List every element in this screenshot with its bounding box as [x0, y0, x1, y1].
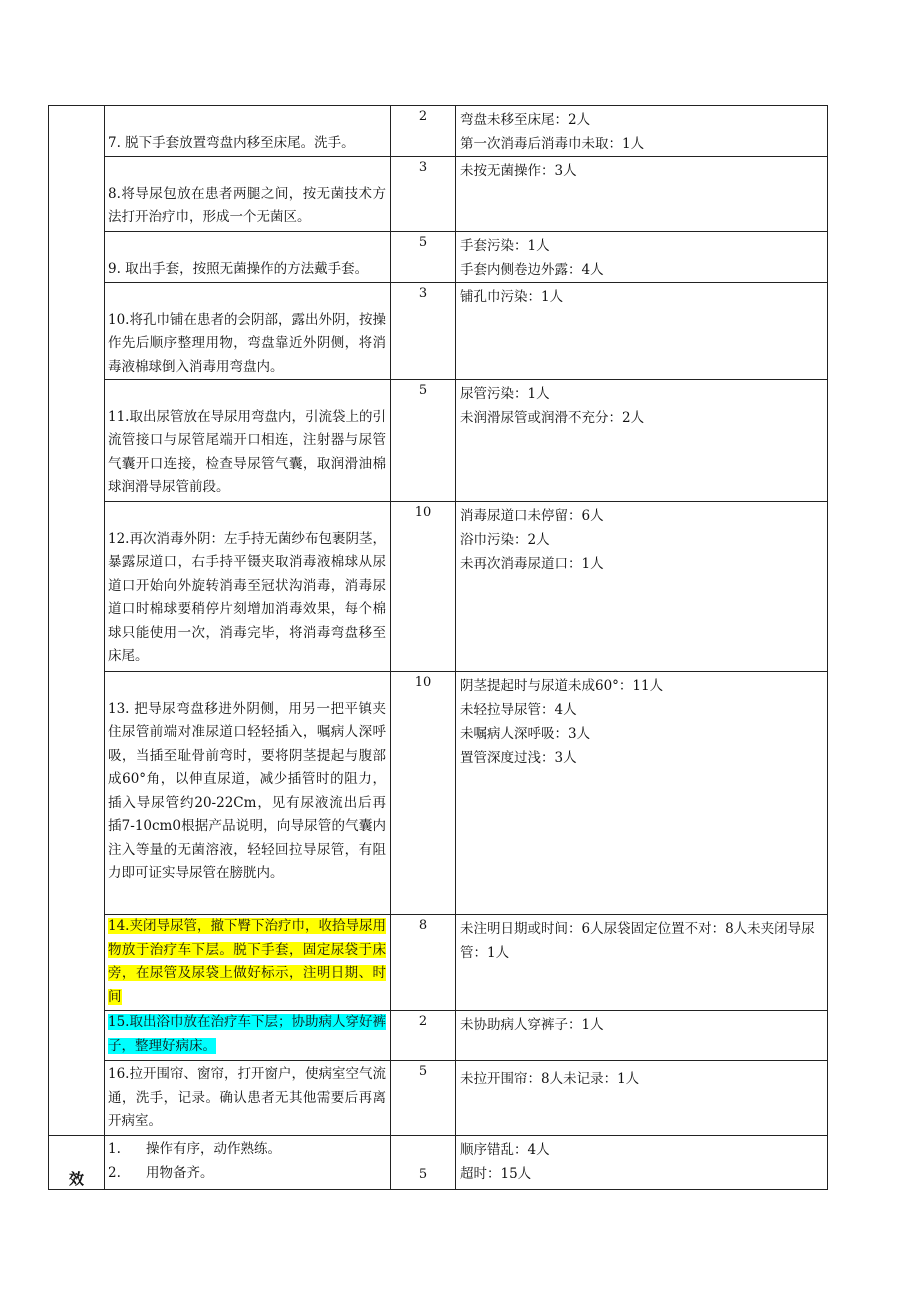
error-line: 铺孔巾污染：1人 [460, 289, 564, 305]
step-text: 9. 取出手套，按照无菌操作的方法戴手套。 [108, 260, 369, 277]
score-value: 5 [418, 1064, 428, 1079]
score-cell [391, 380, 456, 502]
error-cell [456, 232, 828, 283]
table-row [49, 232, 828, 283]
score-value: 3 [418, 160, 428, 175]
list-number: 2. [108, 1164, 121, 1181]
step-text: 10.将孔巾铺在患者的会阴部，露出外阴，按操作先后顺序整理用物，弯盘靠近外阴侧，将消毒液棉球倒入消毒用弯盘内。 [108, 311, 386, 375]
step-text-highlighted: 15.取出浴巾放在治疗车下层；协助病人穿好裤子，整理好病床。 [108, 1014, 386, 1054]
step-text: 13. 把导尿弯盘移进外阴侧，用另一把平镇夹住尿管前端对准尿道口轻轻插入，嘱病人深呼吸，当插至耻骨前弯时，要将阴茎提起与腹部成60°角，以伸直尿道，减少插管时的阻力，插入导尿管约20-22Cm，见有尿液流出后再插7-10cm0根据产品说明，向导尿管的气囊内注入等量的无菌溶液，轻轻回拉导尿管，有阻力即可证实导尿管在膀胱内。 [108, 700, 386, 881]
error-line: 手套内侧卷边外露：4人 [460, 262, 604, 278]
list-text: 用物备齐。 [146, 1164, 214, 1181]
error-line: 尿管污染：1人 [460, 386, 550, 402]
score-cell [391, 1011, 456, 1061]
error-cell [456, 283, 828, 380]
category-cell [49, 106, 105, 1136]
error-line: 第一次消毒后消毒巾未取：1人 [460, 136, 645, 152]
step-cell [105, 157, 391, 232]
error-line: 阴茎提起时与尿道未成60°：11人 [460, 678, 664, 694]
error-line: 弯盘未移至床尾：2人 [460, 112, 591, 128]
step-cell [105, 1136, 391, 1190]
error-line: 顺序错乱：4人 [460, 1142, 550, 1158]
score-cell [391, 106, 456, 157]
step-text: 12.再次消毒外阴：左手持无菌纱布包裹阴茎，暴露尿道口，右手持平镊夹取消毒液棉球从尿道口开始向外旋转消毒至冠状沟消毒，消毒尿道口时棉球要稍停片刻增加消毒效果，每个棉球只能使用一次，消毒完毕，将消毒弯盘移至床尾。 [108, 530, 386, 664]
step-cell [105, 106, 391, 157]
list-text: 操作有序，动作熟练。 [146, 1141, 281, 1157]
error-line: 消毒尿道口未停留：6人 [460, 508, 604, 524]
error-cell [456, 157, 828, 232]
score-cell [391, 672, 456, 915]
list-item [108, 1162, 386, 1186]
error-line: 未协助病人穿裤子：1人 [460, 1017, 604, 1033]
step-cell [105, 1061, 391, 1136]
score-cell [391, 502, 456, 672]
score-cell [391, 232, 456, 283]
error-line: 手套污染：1人 [460, 238, 550, 254]
error-cell [456, 106, 828, 157]
step-cell [105, 672, 391, 915]
table-row-effect [49, 1136, 828, 1190]
error-line: 超时：15人 [460, 1166, 532, 1182]
step-cell [105, 502, 391, 672]
score-cell [391, 1061, 456, 1136]
score-value: 10 [414, 505, 432, 520]
error-line: 未嘱病人深呼吸：3人 [460, 726, 591, 742]
list-item [108, 1138, 386, 1162]
step-cell [105, 380, 391, 502]
error-line: 浴巾污染：2人 [460, 532, 550, 548]
error-cell [456, 380, 828, 502]
step-cell [105, 915, 391, 1011]
list-number: 1. [108, 1141, 121, 1157]
table-row [49, 106, 828, 157]
table-row [49, 1061, 828, 1136]
step-text: 8.将导尿包放在患者两腿之间，按无菌技术方法打开治疗巾，形成一个无菌区。 [108, 185, 386, 225]
score-value: 5 [418, 1167, 428, 1182]
error-line: 未再次消毒尿道口：1人 [460, 556, 604, 572]
error-line: 未注明日期或时间：6人尿袋固定位置不对：8人未夹闭导尿管：1人 [460, 921, 815, 961]
table-row [49, 283, 828, 380]
step-text: 11.取出尿管放在导尿用弯盘内，引流袋上的引流管接口与尿管尾端开口相连，注射器与尿管气囊开口连接，检查导尿管气囊，取润滑油棉球润滑导尿管前段。 [108, 408, 386, 495]
error-line: 置管深度过浅：3人 [460, 750, 577, 766]
score-value: 8 [418, 918, 428, 933]
table-row [49, 915, 828, 1011]
step-text: 16.拉开围帘、窗帘，打开窗户，使病室空气流通，洗手，记录。确认患者无其他需要后再离开病室。 [108, 1066, 386, 1129]
score-value: 3 [418, 286, 428, 301]
error-cell [456, 502, 828, 672]
scoring-table [48, 105, 828, 1190]
score-value: 2 [418, 1014, 428, 1029]
error-cell [456, 1061, 828, 1136]
score-cell [391, 1136, 456, 1190]
error-line: 未润滑尿管或润滑不充分：2人 [460, 410, 645, 426]
table-row [49, 672, 828, 915]
step-cell [105, 232, 391, 283]
score-cell [391, 157, 456, 232]
error-line: 未轻拉导尿管：4人 [460, 702, 577, 718]
error-line: 未拉开围帘：8人未记录：1人 [460, 1071, 640, 1087]
score-value: 10 [414, 675, 432, 690]
table-row [49, 1011, 828, 1061]
score-value: 2 [418, 109, 428, 124]
table-row [49, 380, 828, 502]
error-cell [456, 915, 828, 1011]
step-text: 7. 脱下手套放置弯盘内移至床尾。洗手。 [108, 134, 355, 151]
category-label: 效 [49, 1136, 105, 1190]
error-cell [456, 1011, 828, 1061]
error-line: 未按无菌操作：3人 [460, 163, 577, 179]
table-row [49, 502, 828, 672]
score-cell [391, 283, 456, 380]
score-value: 5 [418, 383, 428, 398]
error-cell [456, 672, 828, 915]
step-text-highlighted: 14.夹闭导尿管，撤下臀下治疗巾，收拾导尿用物放于治疗车下层。脱下手套，固定尿袋于床旁，在尿管及尿袋上做好标示，注明日期、时间 [108, 918, 386, 1005]
error-cell [456, 1136, 828, 1190]
table-row [49, 157, 828, 232]
step-cell [105, 1011, 391, 1061]
score-cell [391, 915, 456, 1011]
score-value: 5 [418, 235, 428, 250]
step-cell [105, 283, 391, 380]
